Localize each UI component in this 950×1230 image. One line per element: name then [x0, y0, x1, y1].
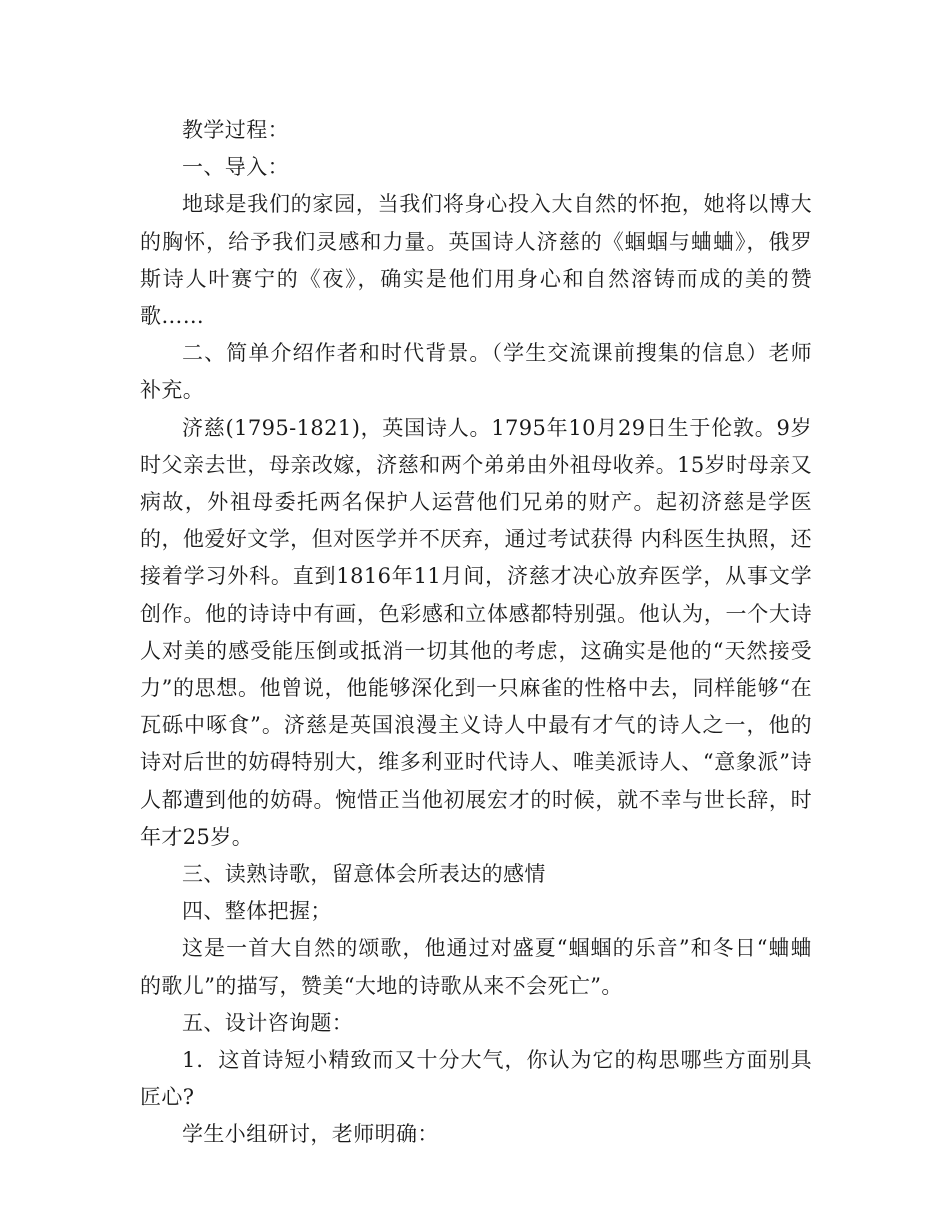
- section-author-background-heading: 二、简单介绍作者和时代背景。（学生交流课前搜集的信息）老师补充。: [140, 341, 812, 403]
- section-overall-grasp-heading: 四、整体把握；: [182, 899, 332, 924]
- section-introduction-heading: 一、导入：: [182, 155, 289, 180]
- group-discussion-paragraph: 学生小组研讨，老师明确：: [182, 1122, 439, 1147]
- section-design-questions-heading: 五、设计咨询题：: [182, 1010, 354, 1035]
- section-read-poem-heading: 三、读熟诗歌，留意体会所表达的感情: [182, 862, 546, 887]
- document-body: [140, 112, 812, 1154]
- question-1-paragraph: 1．这首诗短小精致而又十分大气，你认为它的构思哪些方面别具匠心?: [140, 1048, 812, 1110]
- heading-teaching-process: 教学过程：: [182, 118, 289, 142]
- author-biography-paragraph: 济慈(1795-1821)，英国诗人。1795年10月29日生于伦敦。9岁时父亲去世，母亲改嫁，济慈和两个弟弟由外祖母收养。15岁时母亲又病故，外祖母委托两名保护人运营他们兄弟的财产。起初济慈是学医的，他爱好文学，但对医学并不厌弃，通过考试获得 内科医生执照，还接着学习外科。直到1816年11月间，济慈才决心放弃医学，从事文学创作。他的诗诗中有画，色彩感和立体感都特别强。他认为，一个大诗人对美的感受能压倒或抵消一切其他的考虑，这确实是他的“天然接受力”的思想。他曾说，他能够深化到一只麻雀的性格中去，同样能够“在瓦砾中啄食”。济慈是英国浪漫主义诗人中最有才气的诗人之一，他的诗对后世的妨碍特别大，维多利亚时代诗人、唯美派诗人、“意象派”诗人都遭到他的妨碍。惋惜正当他初展宏才的时候，就不幸与世长辞，时年才25岁。: [140, 415, 812, 849]
- overall-grasp-paragraph: 这是一首大自然的颂歌，他通过对盛夏“蝈蝈的乐音”和冬日“蛐蛐的歌儿”的描写，赞美“大地的诗歌从来不会死亡”。: [140, 936, 812, 998]
- introduction-paragraph: 地球是我们的家园，当我们将身心投入大自然的怀抱，她将以博大的胸怀，给予我们灵感和力量。英国诗人济慈的《蝈蝈与蛐蛐》，俄罗斯诗人叶赛宁的《夜》，确实是他们用身心和自然溶铸而成的美的赞歌……: [140, 192, 812, 329]
